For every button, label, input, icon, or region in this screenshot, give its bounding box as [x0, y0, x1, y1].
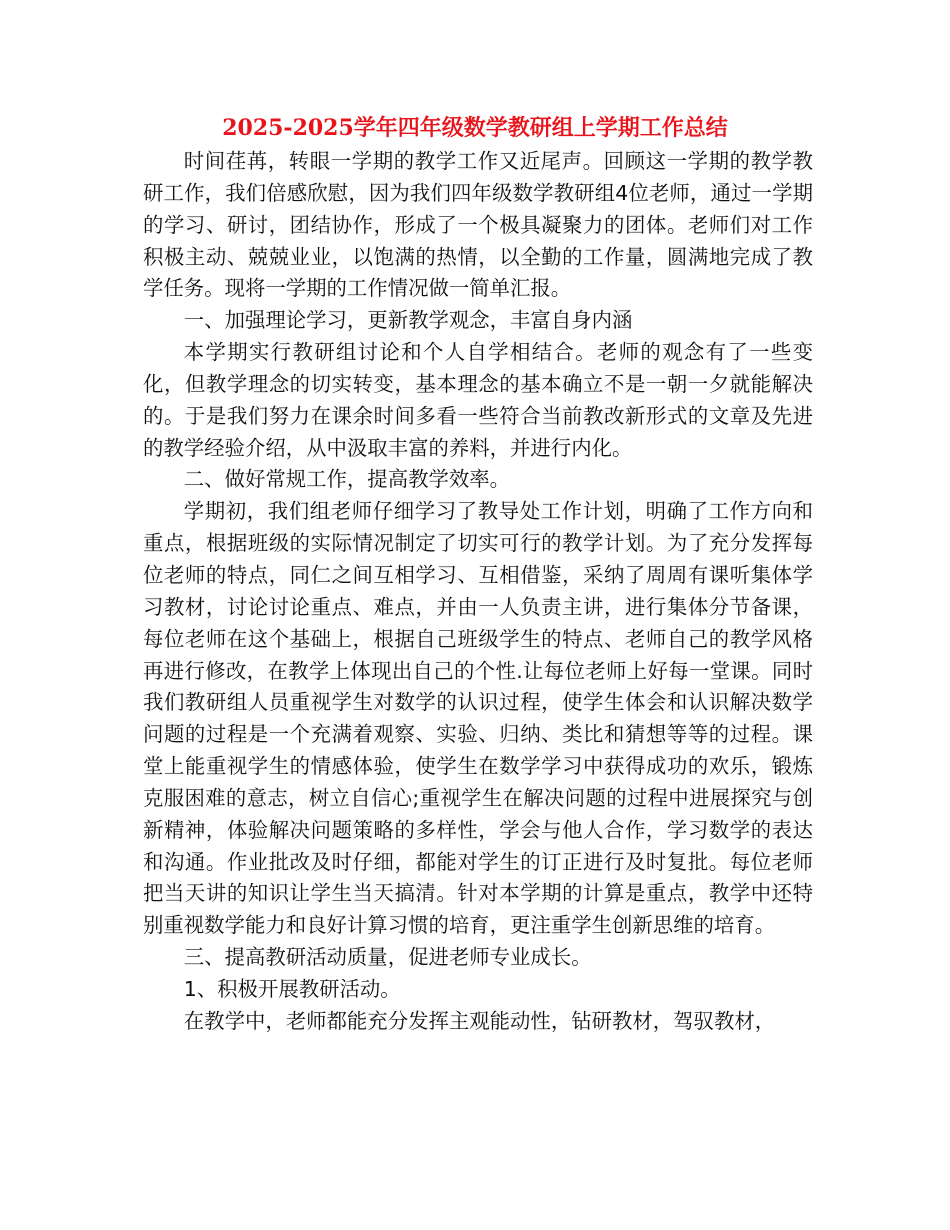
document-title: 2025-2025学年四年级数学教研组上学期工作总结	[222, 115, 728, 141]
paragraph-section-1: 本学期实行教研组讨论和个人自学相结合。老师的观念有了一些变化，但教学理念的切实转变，基本理念的基本确立不是一朝一夕就能解决的。于是我们努力在课余时间多看一些符合当前教改新形式的文章及先进的教学经验介绍，从中汲取丰富的养料，并进行内化。	[143, 340, 813, 460]
section-heading-1: 一、加强理论学习，更新教学观念，丰富自身内涵	[183, 308, 633, 333]
section-heading-3: 三、提高教研活动质量，促进老师专业成长。	[183, 945, 592, 970]
paragraph-intro: 时间荏苒，转眼一学期的教学工作又近尾声。回顾这一学期的教学教研工作，我们倍感欣慰，因为我们四年级数学教研组4位老师，通过一学期的学习、研讨，团结协作，形成了一个极具凝聚力的团体。老师们对工作积极主动、兢兢业业，以饱满的热情，以全勤的工作量，圆满地完成了教学任务。现将一学期的工作情况做一简单汇报。	[143, 149, 813, 301]
document-body	[143, 146, 813, 1038]
section-heading-2: 二、做好常规工作，提高教学效率。	[183, 467, 511, 492]
paragraph-subsection-1: 在教学中，老师都能充分发挥主观能动性，钻研教材，驾驭教材，	[183, 1008, 776, 1033]
subsection-heading-1: 1、积极开展教研活动。	[183, 976, 401, 1001]
paragraph-section-2: 学期初，我们组老师仔细学习了教导处工作计划，明确了工作方向和重点，根据班级的实际情况制定了切实可行的教学计划。为了充分发挥每位老师的特点，同仁之间互相学习、互相借鉴，采纳了周周有课听集体学习教材，讨论讨论重点、难点，并由一人负责主讲，进行集体分节备课，每位老师在这个基础上，根据自己班级学生的特点、老师自己的教学风格再进行修改，在教学上体现出自己的个性.让每位老师上好每一堂课。同时我们教研组人员重视学生对数学的认识过程，使学生体会和认识解决数学问题的过程是一个充满着观察、实验、归纳、类比和猜想等等的过程。课堂上能重视学生的情感体验，使学生在数学学习中获得成功的欢乐，锻炼克服困难的意志，树立自信心;重视学生在解决问题的过程中进展探究与创新精神，体验解决问题策略的多样性，学会与他人合作，学习数学的表达和沟通。作业批改及时仔细，都能对学生的订正进行及时复批。每位老师把当天讲的知识让学生当天搞清。针对本学期的计算是重点，教学中还特别重视数学能力和良好计算习惯的培育，更注重学生创新思维的培育。	[143, 499, 813, 938]
